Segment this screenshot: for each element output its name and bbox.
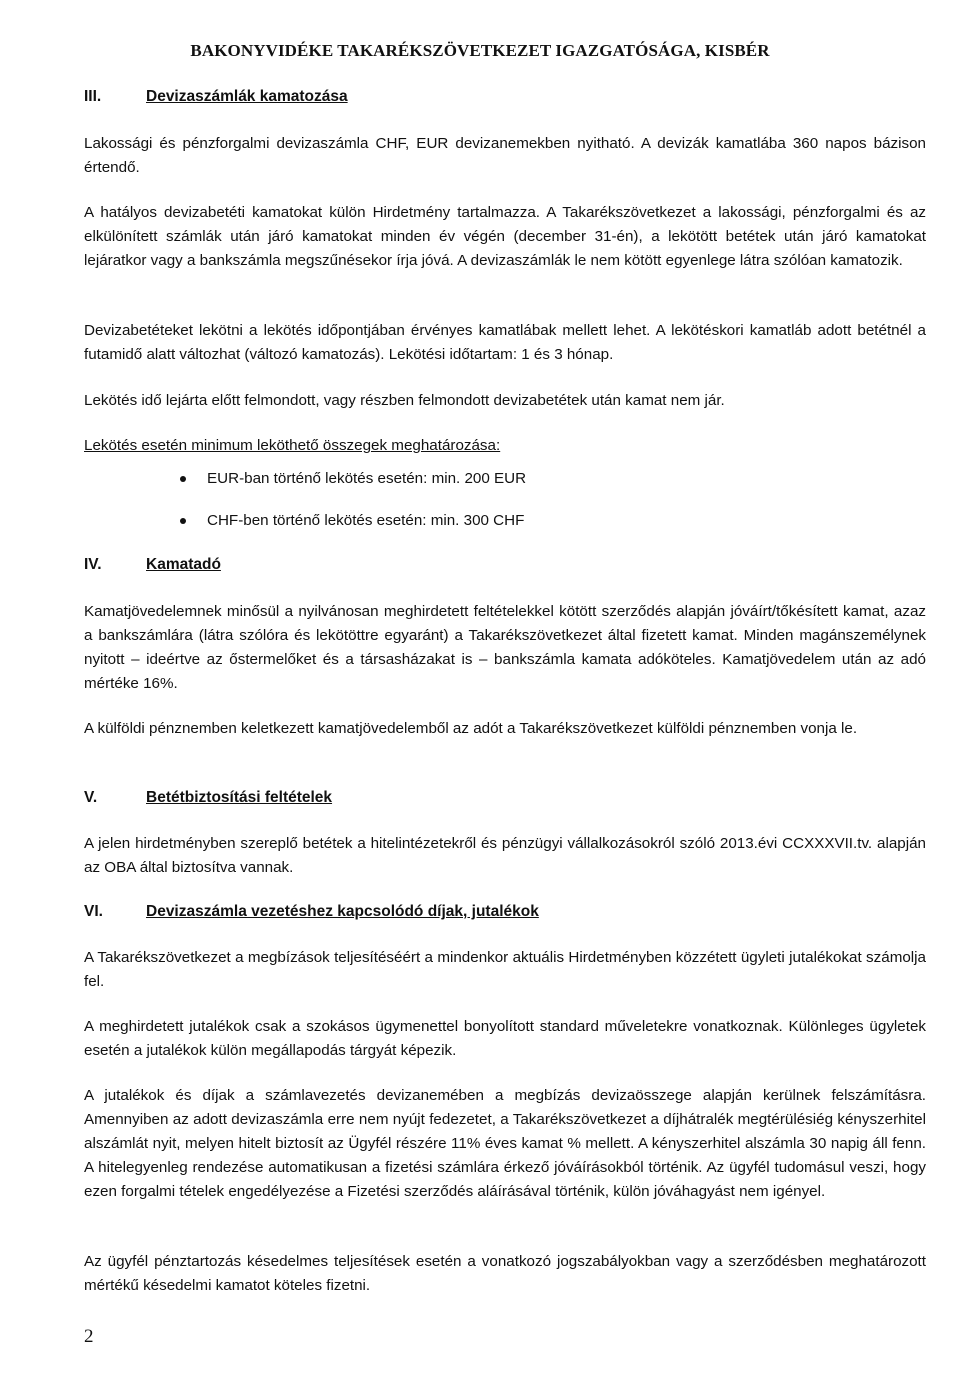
list-item xyxy=(180,509,880,551)
section-v-number: V. xyxy=(84,789,98,806)
section-iii-paragraph-2: A hatályos devizabetéti kamatokat külön Hirdetmény tartalmazza. A Takarékszövetkezet a lakossági, pénzforgalmi és az elkülönített számlák után járó kamatokat minden év végén (december 31-én), a lekötött betétek után járó kamatokat lejáratkor vagy a bankszámla megszűnésekor írja jóvá. A devizaszámlák le nem kötött egyenlege látra szólóan kamatozik. xyxy=(84,204,926,269)
minimum-amounts-heading: Lekötés esetén minimum leköthető összegek meghatározása: xyxy=(84,437,501,454)
minimum-amounts-list xyxy=(180,467,880,551)
document-header: BAKONYVIDÉKE TAKARÉKSZÖVETKEZET IGAZGATÓSÁGA, KISBÉR xyxy=(190,41,770,60)
section-vi-paragraph-2: A meghirdetett jutalékok csak a szokásos ügymenettel bonyolított standard műveletekre vonatkoznak. Különleges ügyletek esetén a jutalékok külön megállapodás tárgyát képezik. xyxy=(84,1018,926,1059)
section-iv-paragraph-2: A külföldi pénznemben keletkezett kamatjövedelemből az adót a Takarékszövetkezet külföldi pénznemben vonja le. xyxy=(84,720,858,737)
section-iii-paragraph-1: Lakossági és pénzforgalmi devizaszámla CHF, EUR devizanemekben nyitható. A devizák kamatlába 360 napos bázison értendő. xyxy=(84,135,926,176)
bullet-icon xyxy=(180,476,186,482)
list-item-text: CHF-ben történő lekötés esetén: min. 300 CHF xyxy=(207,512,525,529)
list-item xyxy=(180,467,880,509)
section-iii-title: Devizaszámlák kamatozása xyxy=(146,88,348,105)
section-iii-paragraph-4: Lekötés idő lejárta előtt felmondott, vagy részben felmondott devizabetétek után kamat nem jár. xyxy=(84,392,725,409)
section-v-paragraph-1: A jelen hirdetményben szereplő betétek a hitelintézetekről és pénzügyi vállalkozásokról szóló 2013.évi CCXXXVII.tv. alapján az OBA által biztosítva vannak. xyxy=(84,835,926,876)
section-iv-number: IV. xyxy=(84,556,102,573)
section-vi-paragraph-1: A Takarékszövetkezet a megbízások teljesítéséért a mindenkor aktuális Hirdetményben közzétett ügyleti jutalékokat számolja fel. xyxy=(84,949,926,990)
section-vi-title: Devizaszámla vezetéshez kapcsolódó díjak, jutalékok xyxy=(146,903,539,920)
section-iii-number: III. xyxy=(84,88,102,105)
section-vi-number: VI. xyxy=(84,903,103,920)
list-item-text: EUR-ban történő lekötés esetén: min. 200 EUR xyxy=(207,470,527,487)
section-vi-paragraph-4: Az ügyfél pénztartozás késedelmes teljesítések esetén a vonatkozó jogszabályokban vagy a szerződésben meghatározott mértékű késedelmi kamatot köteles fizetni. xyxy=(84,1253,926,1294)
page-number: 2 xyxy=(84,1326,94,1347)
section-vi-paragraph-3: A jutalékok és díjak a számlavezetés devizanemében a megbízás devizaösszege alapján kerülnek felszámításra. Amennyiben az adott devizaszámla erre nem nyújt fedezetet, a Takarékszövetkezet a díjhátralék megtérülésiég kényszerhitel alszámlát nyit, melyen hitelt biztosít az Ügyfél részére 11% éves kamat % mellett. A kényszerhitel alszámla 30 napig áll fenn. A hitelegyenleg rendezése automatikusan a fizetési számlára érkező jóváírásokból történik. Az ügyfél tudomásul veszi, hogy ezen forgalmi tételek engedélyezése a Fizetési szerződés aláírásával történik, külön jóváhagyást nem igényel. xyxy=(84,1087,926,1200)
section-iv-title: Kamatadó xyxy=(146,556,221,573)
section-v-title: Betétbiztosítási feltételek xyxy=(146,789,333,806)
section-iv-paragraph-1: Kamatjövedelemnek minősül a nyilvánosan meghirdetett feltételekkel kötött szerződés alapján jóváírt/tőkésített kamat, azaz a bankszámlára (látra szólóra és lekötöttre egyaránt) a Takarékszövetkezet által fizetett kamat. Minden magánszemélynek nyitott – ideértve az őstermelőket és a társasházakat is – bankszámla kamata adóköteles. Kamatjövedelem után az adó mértéke 16%. xyxy=(84,603,926,692)
bullet-icon xyxy=(180,518,186,524)
section-iii-paragraph-3: Devizabetéteket lekötni a lekötés időpontjában érvényes kamatlábak mellett lehet. A lekötéskori kamatláb adott betétnél a futamidő alatt változhat (változó kamatozás). Lekötési időtartam: 1 és 3 hónap. xyxy=(84,322,926,363)
